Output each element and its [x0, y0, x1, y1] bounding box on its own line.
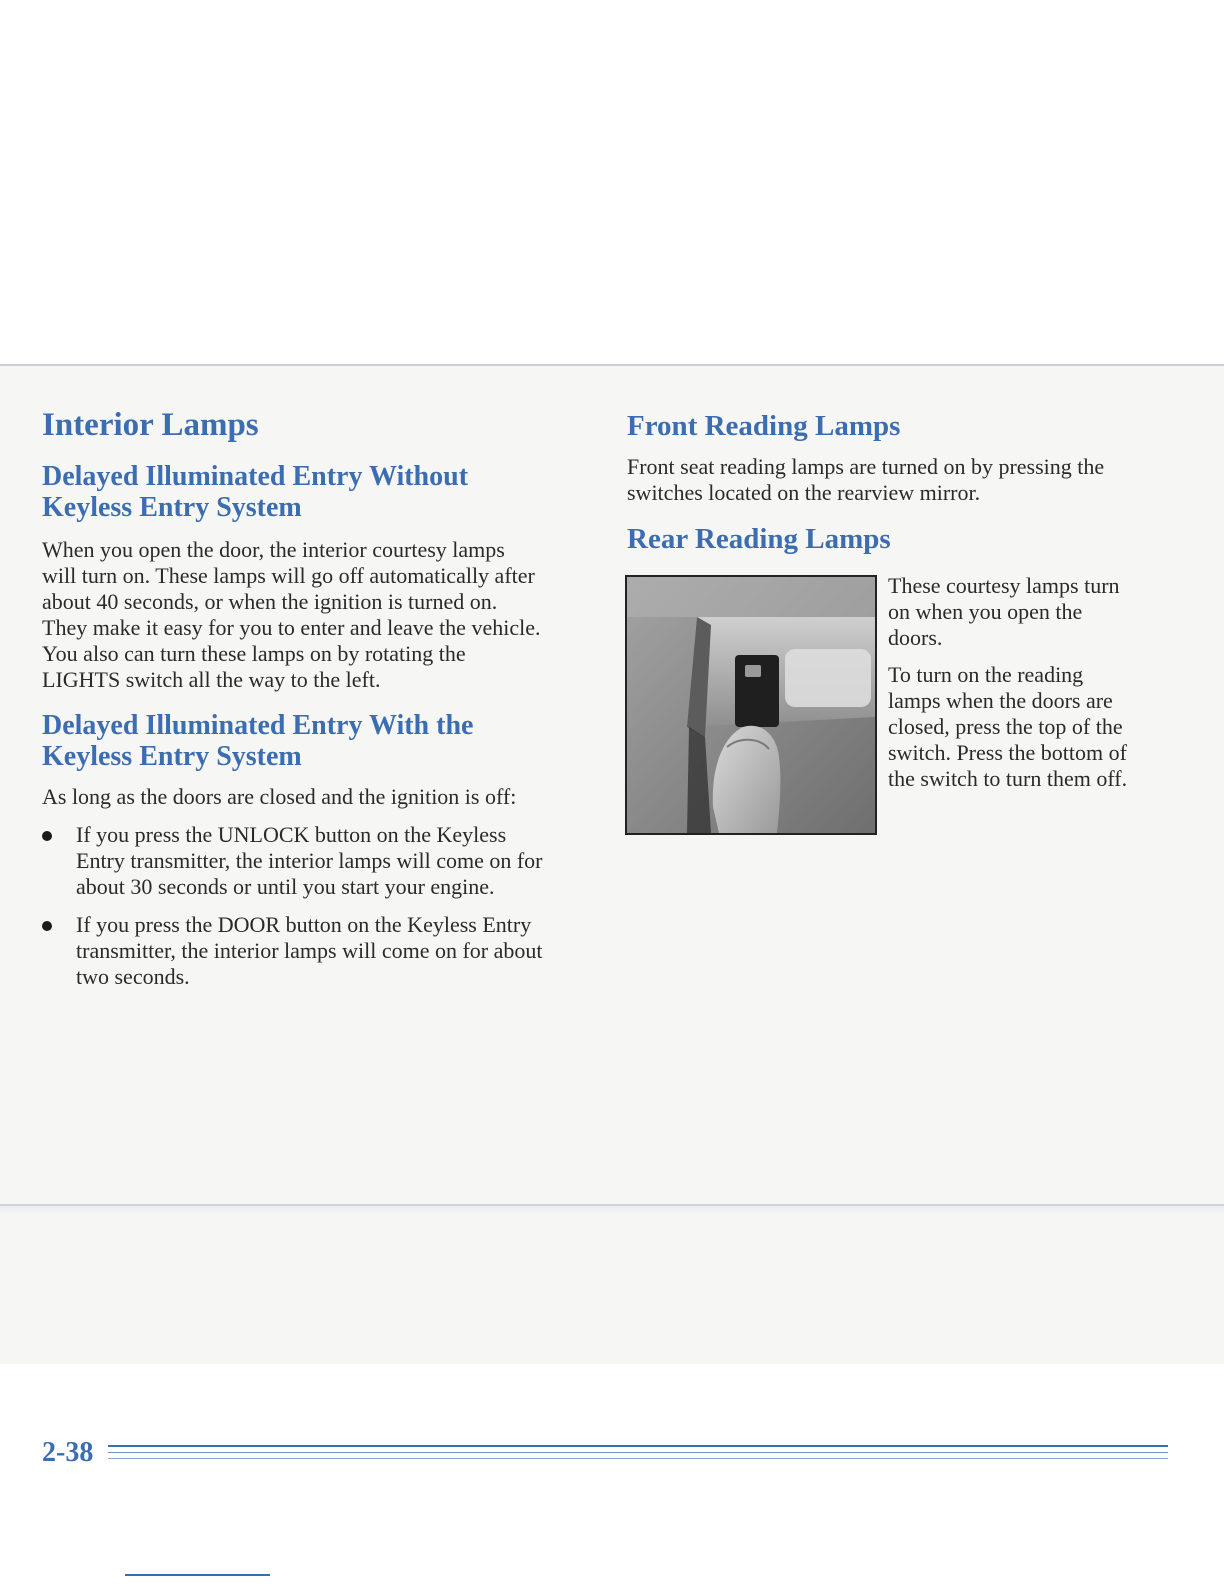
paragraph-line: You also can turn these lamps on by rotating the [42, 641, 466, 666]
section-heading-without-line1: Delayed Illuminated Entry Without [42, 461, 469, 492]
rear-lamps-paragraph-2 [888, 662, 1218, 792]
bullet-line: transmitter, the interior lamps will come on for about [76, 938, 543, 963]
footer-rule-lower [108, 1458, 1168, 1459]
bullet-line: If you press the DOOR button on the Keyless Entry [76, 912, 532, 937]
rear-reading-lamps-heading: Rear Reading Lamps [627, 523, 891, 555]
front-reading-lamps-paragraph [627, 454, 1187, 506]
bullet-line: Entry transmitter, the interior lamps will come on for [76, 848, 543, 873]
paragraph-line: closed, press the top of the [888, 714, 1123, 739]
paragraph-line: When you open the door, the interior courtesy lamps [42, 537, 505, 562]
footer-rule-upper [108, 1445, 1168, 1447]
paragraph-line: Front seat reading lamps are turned on by pressing the [627, 454, 1105, 479]
section-heading-without-line2: Keyless Entry System [42, 492, 302, 523]
section-with-intro: As long as the doors are closed and the ignition is off: [42, 784, 517, 809]
bottom-rule [0, 1204, 1224, 1206]
section-without-paragraph [42, 537, 612, 693]
section-heading-with-line1: Delayed Illuminated Entry With the [42, 710, 474, 741]
paragraph-line: They make it easy for you to enter and leave the vehicle. [42, 615, 541, 640]
page-number: 2-38 [42, 1437, 94, 1468]
paragraph-line: the switch to turn them off. [888, 766, 1128, 791]
rear-lamps-paragraph-1 [888, 573, 1208, 651]
bottom-stub-rule [125, 1574, 270, 1576]
section-heading-with-line2: Keyless Entry System [42, 741, 302, 772]
bullet-line: about 30 seconds or until you start your engine. [76, 874, 495, 899]
footer-rule-middle [108, 1452, 1168, 1453]
bullet-line: two seconds. [76, 964, 190, 989]
paragraph-line: doors. [888, 625, 943, 650]
paragraph-line: These courtesy lamps turn [888, 573, 1120, 598]
reading-lamp-switch-illustration [627, 577, 875, 833]
paragraph-line: switch. Press the bottom of [888, 740, 1127, 765]
paragraph-line: will turn on. These lamps will go off automatically after [42, 563, 535, 588]
paragraph-line: on when you open the [888, 599, 1083, 624]
page-title: Interior Lamps [42, 407, 259, 443]
paragraph-line: about 40 seconds, or when the ignition is turned on. [42, 589, 498, 614]
paragraph-line: To turn on the reading [888, 662, 1084, 687]
paragraph-line: LIGHTS switch all the way to the left. [42, 667, 381, 692]
paragraph-line: switches located on the rearview mirror. [627, 480, 981, 505]
reading-lamp-switch-photo [625, 575, 877, 835]
bullet-dot-icon [42, 921, 52, 931]
bullet-line: If you press the UNLOCK button on the Keyless [76, 822, 507, 847]
bullet-dot-icon [42, 831, 52, 841]
front-reading-lamps-heading: Front Reading Lamps [627, 410, 901, 442]
top-rule [0, 364, 1224, 366]
paragraph-line: lamps when the doors are [888, 688, 1113, 713]
